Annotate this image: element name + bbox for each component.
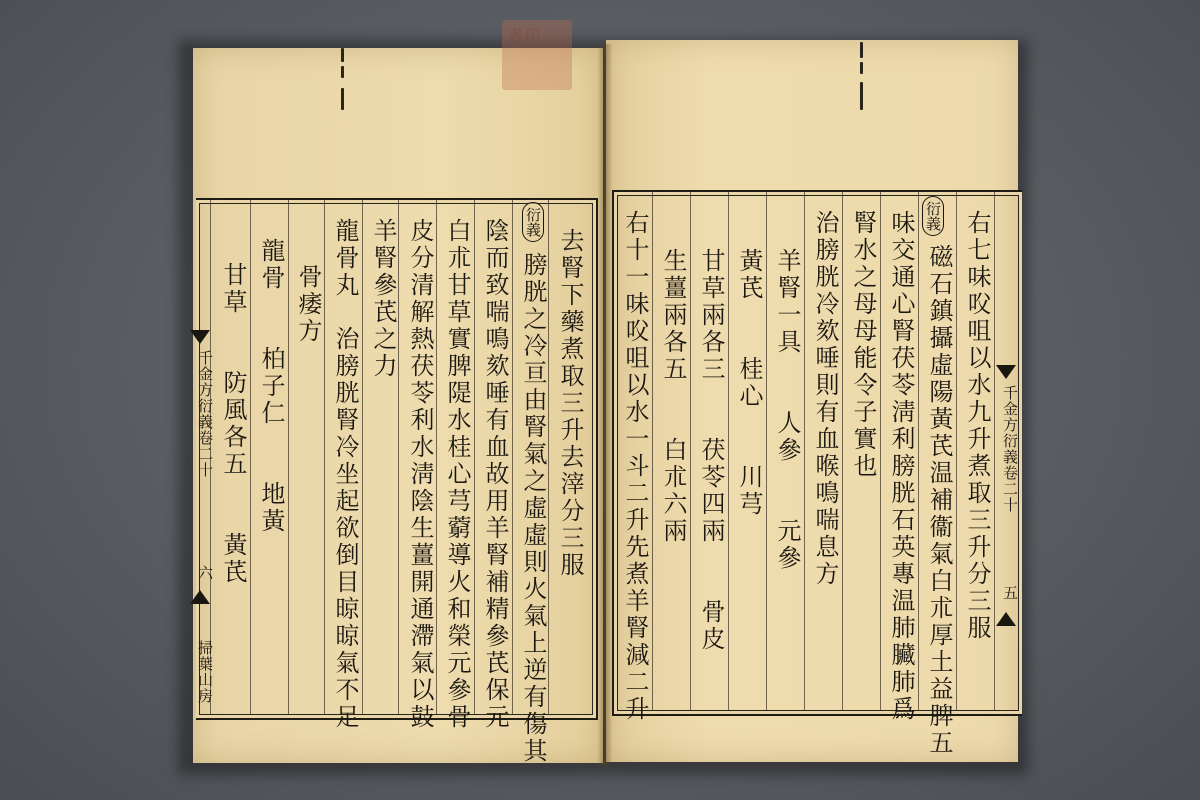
column-rule bbox=[994, 192, 995, 710]
banxin-publisher: 掃葉山房 bbox=[196, 640, 214, 704]
column-rule bbox=[690, 192, 691, 710]
binding-stitch bbox=[860, 42, 863, 58]
column-rule bbox=[288, 200, 289, 714]
banxin-page-number: 六 bbox=[196, 565, 214, 581]
column-rule bbox=[728, 192, 729, 710]
text-column: 骨痿方 bbox=[294, 264, 322, 345]
binding-stitch bbox=[860, 62, 863, 74]
text-column: 磁石鎮攝虛陽黃芪温補衞氣白朮厚土益脾五 bbox=[925, 244, 953, 757]
column-rule bbox=[474, 200, 475, 714]
commentary-tag: 衍義 bbox=[522, 202, 544, 242]
text-column: 膀胱之冷亘由腎氣之虛虛則火氣上逆有傷其 bbox=[519, 252, 547, 765]
text-column: 右七味㕮咀以水九升煮取三升分三服 bbox=[963, 210, 991, 642]
column-rule bbox=[804, 192, 805, 710]
text-column: 腎水之母母能令子實也 bbox=[849, 210, 877, 480]
column-rule bbox=[842, 192, 843, 710]
column-rule bbox=[362, 200, 363, 714]
text-column: 皮分清解熱茯苓利水淸陰生薑開通滯氣以鼓 bbox=[406, 218, 434, 731]
binding-stitch bbox=[341, 88, 344, 110]
column-rule bbox=[652, 192, 653, 710]
binding-stitch bbox=[341, 48, 344, 62]
binding-stitch bbox=[341, 66, 344, 78]
text-column: 羊腎一具 人參 元參 bbox=[773, 248, 801, 572]
text-column: 黃芪 桂心 川芎 bbox=[735, 248, 763, 518]
text-column: 去腎下藥煮取三升去滓分三服 bbox=[556, 228, 584, 579]
collector-seal-text: 書印 bbox=[508, 26, 543, 44]
fishtail-mark bbox=[190, 590, 210, 604]
column-rule bbox=[766, 192, 767, 710]
commentary-tag: 衍義 bbox=[922, 196, 944, 236]
column-rule bbox=[250, 200, 251, 714]
text-column: 甘草兩各三 茯苓四兩 骨皮 bbox=[697, 248, 725, 653]
text-column: 羊腎參芪之力 bbox=[369, 218, 397, 380]
column-rule bbox=[880, 192, 881, 710]
text-column: 白朮甘草實脾隄水桂心芎藭導火和榮元參骨 bbox=[443, 218, 471, 731]
text-column: 龍骨 柏子仁 地黃 bbox=[257, 238, 285, 535]
fishtail-mark bbox=[996, 365, 1016, 379]
text-column: 味交通心腎茯苓淸利膀胱石英專温肺臟肺爲 bbox=[887, 210, 915, 723]
fishtail-mark bbox=[190, 330, 210, 344]
banxin-page-number: 五 bbox=[1001, 585, 1019, 601]
banxin-title: 千金方衍義卷二十 bbox=[196, 350, 214, 478]
column-rule bbox=[918, 192, 919, 710]
column-rule bbox=[956, 192, 957, 710]
fishtail-mark bbox=[996, 612, 1016, 626]
binding-stitch bbox=[860, 82, 863, 110]
text-column: 右十一味㕮咀以水一斗二升先煮羊腎減二升 bbox=[621, 210, 649, 723]
book-gutter bbox=[598, 44, 612, 766]
text-column: 治膀胱冷欬唾則有血喉鳴喘息方 bbox=[811, 210, 839, 588]
banxin-title: 千金方衍義卷二十 bbox=[1001, 385, 1019, 513]
column-rule bbox=[512, 200, 513, 714]
text-column: 生薑兩各五 白朮六兩 bbox=[659, 248, 687, 545]
text-column: 甘草 防風各五 黃芪 bbox=[219, 262, 247, 586]
text-column: 龍骨丸 治膀胱腎冷坐起欲倒目晾晾氣不足 bbox=[331, 218, 359, 731]
text-column: 陰而致喘鳴欬唾有血故用羊腎補精參芪保元 bbox=[481, 218, 509, 731]
